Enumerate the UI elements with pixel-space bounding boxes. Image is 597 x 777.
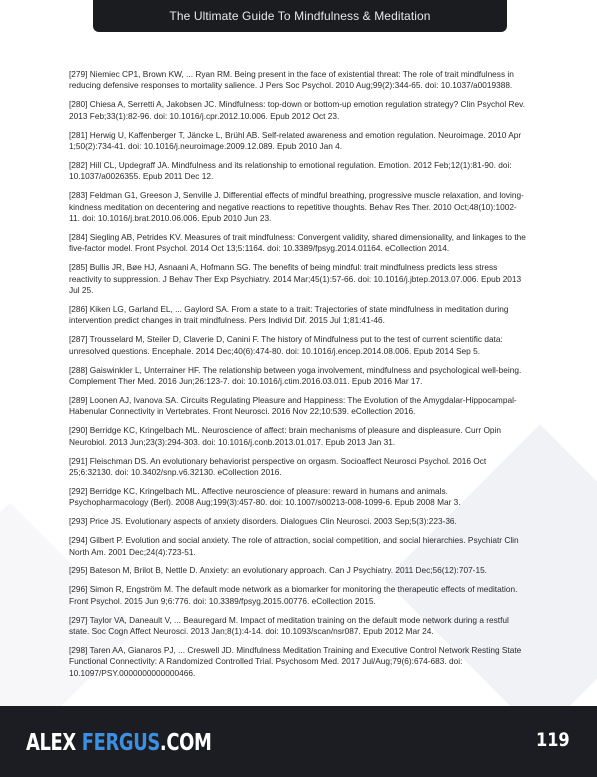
reference-list [69,69,527,687]
reference-item: [287] Trousselard M, Steiler D, Claverie D, Canini F. The history of Mindfulness put to the test of current scientific data: unresolved questions. Encephale. 2014 Dec;40(6):474-80. doi: 10.1016/j.encep.2014.08.006. Epub 2014 Sep 5. [69,334,503,356]
site-logo[interactable] [26,730,211,756]
reference-item: [286] Kiken LG, Garland EL, ... Gaylord SA. From a state to a trait: Trajectories of state mindfulness in meditation during intervention predict changes in trait mindfulness. Pers Individ Dif. 2015 Jul 1;81:41-46. [69,304,509,326]
reference-item: [288] Gaiswinkler L, Unterrainer HF. The relationship between yoga involvement, mindfulness and psychological well-being. Complement Ther Med. 2016 Jun;26:123-7. doi: 10.1016/j.ctim.2016.03.011. Epub 2016 Mar 17. [69,364,522,387]
header-tab [93,0,507,32]
reference-item: [281] Herwig U, Kaffenberger T, Jäncke L, Brühl AB. Self-related awareness and emotion regulation. Neuroimage. 2010 Apr 1;50(2):734-41. doi: 10.1016/j.neuroimage.2009.12.089. Epub 2010 Jan 4. [69,129,522,152]
reference-item: [283] Feldman G1, Greeson J, Senville J. Differential effects of mindful breathing, progressive muscle relaxation, and loving-kindness meditation on decentering and negative reactions to repetitive thoughts. Behav Res Ther. 2010 Oct;48(10):1002-11. doi: 10.1016/j.brat.2010.06.006. Epub 2010 Jun 23. [69,190,524,224]
footer-bar [0,706,597,777]
header-title: The Ultimate Guide To Mindfulness & Meditation [169,9,431,23]
reference-item: [282] Hill CL, Updegraff JA. Mindfulness and its relationship to emotional regulation. Emotion. 2012 Feb;12(1):81-90. doi: 10.1037/a0026355. Epub 2011 Dec 12. [69,159,512,182]
reference-item: [294] Gilbert P. Evolution and social anxiety. The role of attraction, social competition, and social hierarchies. Psychiatr Clin North Am. 2001 Dec;24(4):723-51. [69,535,519,557]
reference-item: [289] Loonen AJ, Ivanova SA. Circuits Regulating Pleasure and Happiness: The Evolution of the Amygdalar-Hippocampal-Habenular Connectivity in Vertebrates. Front Neurosci. 2016 Nov 22;10:539. eCollection 2016. [69,394,517,417]
reference-item: [285] Bullis JR, Bøe HJ, Asnaani A, Hofmann SG. The benefits of being mindful: trait mindfulness predicts less stress reactivity to suppression. J Behav Ther Exp Psychiatry. 2014 Mar;45(1):57-66. doi: 10.1016/j.jbtep.2013.07.006. Epub 2013 Jul 25. [69,262,522,296]
reference-item: [297] Taylor VA, Daneault V, ... Beauregard M. Impact of meditation training on the default mode network during a restful state. Soc Cogn Affect Neurosci. 2013 Jan;8(1):4-14. doi: 10.1093/scan/nsr087. Epub 2012 Mar 24. [69,614,509,637]
logo-text-alex: ALEX [26,730,82,756]
reference-item: [295] Bateson M, Brilot B, Nettle D. Anxiety: an evolutionary approach. Can J Psychiatry. 2011 Dec;56(12):707-15. [69,565,487,576]
reference-item: [290] Berridge KC, Kringelbach ML. Neuroscience of affect: brain mechanisms of pleasure and displeasure. Curr Opin Neurobiol. 2013 Jun;23(3):294-303. doi: 10.1016/j.conb.2013.01.017. Epub 2013 Jan 31. [69,425,501,447]
reference-item: [296] Simon R, Engström M. The default mode network as a biomarker for monitoring the therapeutic effects of meditation. Front Psychol. 2015 Jun 9;6:776. doi: 10.3389/fpsyg.2015.00776. eCollection 2015. [69,584,518,606]
page-number: 119 [536,729,570,751]
logo-text-fergus: FERGUS [81,730,160,756]
logo-text-com: .COM [159,730,212,756]
reference-item: [291] Fleischman DS. An evolutionary behaviorist perspective on orgasm. Socioaffect Neurosci Psychol. 2016 Oct 25;6:32130. doi: 10.3402/snp.v6.32130. eCollection 2016. [69,455,487,477]
reference-item: [284] Siegling AB, Petrides KV. Measures of trait mindfulness: Convergent validity, shared dimensionality, and linkages to the five-factor model. Front Psychol. 2014 Oct 13;5:1164. doi: 10.3389/fpsyg.2014.01164. eCollection 2014. [69,231,526,254]
reference-item: [292] Berridge KC, Kringelbach ML. Affective neuroscience of pleasure: reward in humans and animals. Psychopharmacology (Berl). 2008 Aug;199(3):457-80. doi: 10.1007/s00213-008-1099-6. Epub 2008 Mar 3. [69,485,461,508]
reference-item: [279] Niemiec CP1, Brown KW, ... Ryan RM. Being present in the face of existential threat: The role of trait mindfulness in reducing defensive responses to mortality salience. J Pers Soc Psychol. 2010 Aug;99(2):344-65. doi: 10.1037/a0019388. [69,69,514,91]
reference-item: [293] Price JS. Evolutionary aspects of anxiety disorders. Dialogues Clin Neurosci. 2003 Sep;5(3):223-36. [69,516,457,527]
reference-item: [280] Chiesa A, Serretti A, Jakobsen JC. Mindfulness: top-down or bottom-up emotion regulation strategy? Clin Psychol Rev. 2013 Feb;33(1):82-96. doi: 10.1016/j.cpr.2012.10.006. Epub 2012 Oct 23. [69,99,525,121]
reference-item: [298] Taren AA, Gianaros PJ, ... Creswell JD. Mindfulness Meditation Training and Executive Control Network Resting State Functional Connectivity: A Randomized Controlled Trial. Psychosom Med. 2017 Jul/Aug;79(6):674-683. doi: 10.1097/PSY.0000000000000466. [69,644,522,678]
